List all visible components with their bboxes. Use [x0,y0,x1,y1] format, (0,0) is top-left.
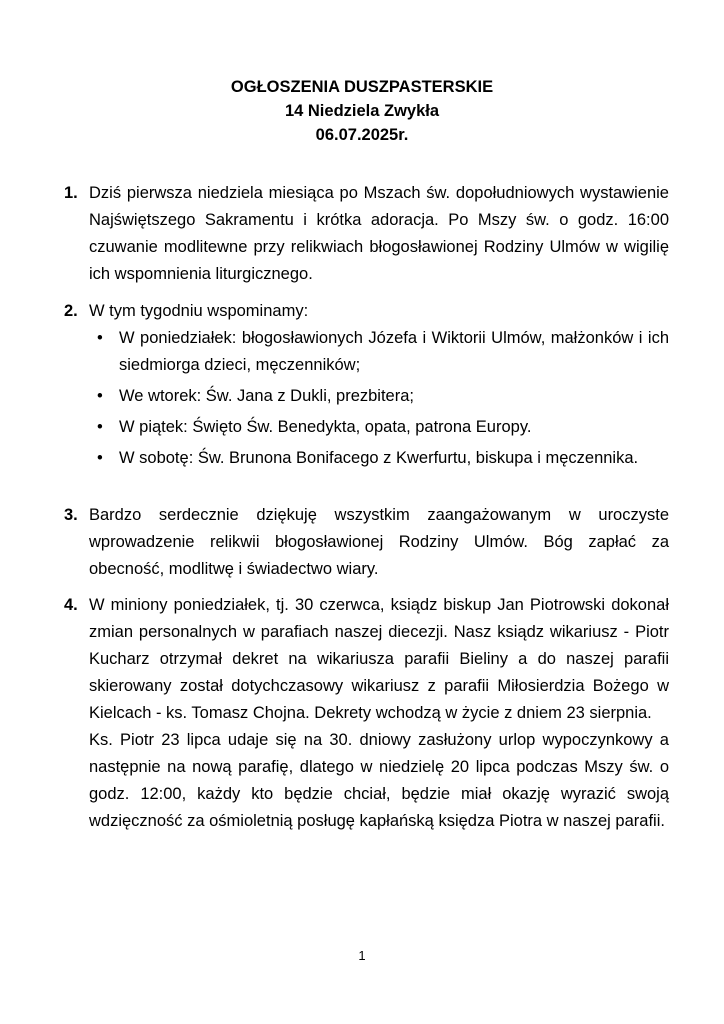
commemorations-list [89,325,669,472]
item-text-continued: Ks. Piotr 23 lipca udaje się na 30. dniowy zasłużony urlop wypoczynkowy a następnie na nową parafię, dlatego w niedzielę 20 lipca podczas Mszy św. o godz. 12:00, każdy kto będzie chciał, będzie miał okazję wyrazić swoją wdzięczność za ośmioletnią posługę kapłańską księdza Piotra w naszej parafii. [89,731,669,830]
document-title: OGŁOSZENIA DUSZPASTERSKIE [230,78,494,96]
announcement-item-1 [64,180,669,288]
page-number: 1 [358,948,366,963]
item-number: 2. [64,302,78,320]
item-number: 4. [64,596,78,614]
list-item: • W poniedziałek: błogosławionych Józefa i Wiktorii Ulmów, małżonków i ich siedmiorga dzieci, męczenników; [89,325,669,379]
list-item: • W piątek: Święto Św. Benedykta, opata, patrona Europy. [89,414,669,441]
item-text: Dziś pierwsza niedziela miesiąca po Mszach św. dopołudniowych wystawienie Najświętszego Sakramentu i krótka adoracja. Po Mszy św. o godz. 16:00 czuwanie modlitewne przy relikwiach błogosławionej Rodziny Ulmów w wigilię ich wspomnienia liturgicznego. [89,184,669,283]
item-text: W miniony poniedziałek, tj. 30 czerwca, ksiądz biskup Jan Piotrowski dokonał zmian personalnych w parafiach naszej diecezji. Nasz ksiądz wikariusz - Piotr Kucharz otrzymał dekret na wikariusza parafii Bieliny a do naszej parafii skierowany został dotychczasowy wikariusz z parafii Miłosierdzia Bożego w Kielcach - ks. Tomasz Chojna. Dekrety wchodzą w życie z dniem 23 sierpnia. [89,596,669,722]
document-header [0,75,724,147]
announcement-item-2 [64,298,669,472]
announcement-item-3 [64,502,669,583]
item-number: 3. [64,506,78,524]
announcement-item-4 [64,592,669,835]
document-date: 06.07.2025r. [315,126,409,144]
item-number: 1. [64,184,78,202]
item-text: Bardzo serdecznie dziękuję wszystkim zaangażowanym w uroczyste wprowadzenie relikwii błogosławionej Rodziny Ulmów. Bóg zapłać za obecność, modlitwę i świadectwo wiary. [89,506,669,578]
list-item: • W sobotę: Św. Brunona Bonifacego z Kwerfurtu, biskupa i męczennika. [89,445,669,472]
document-subtitle: 14 Niedziela Zwykła [284,102,440,120]
item-intro: W tym tygodniu wspominamy: [89,302,309,320]
list-item: • We wtorek: Św. Jana z Dukli, prezbitera; [89,383,669,410]
